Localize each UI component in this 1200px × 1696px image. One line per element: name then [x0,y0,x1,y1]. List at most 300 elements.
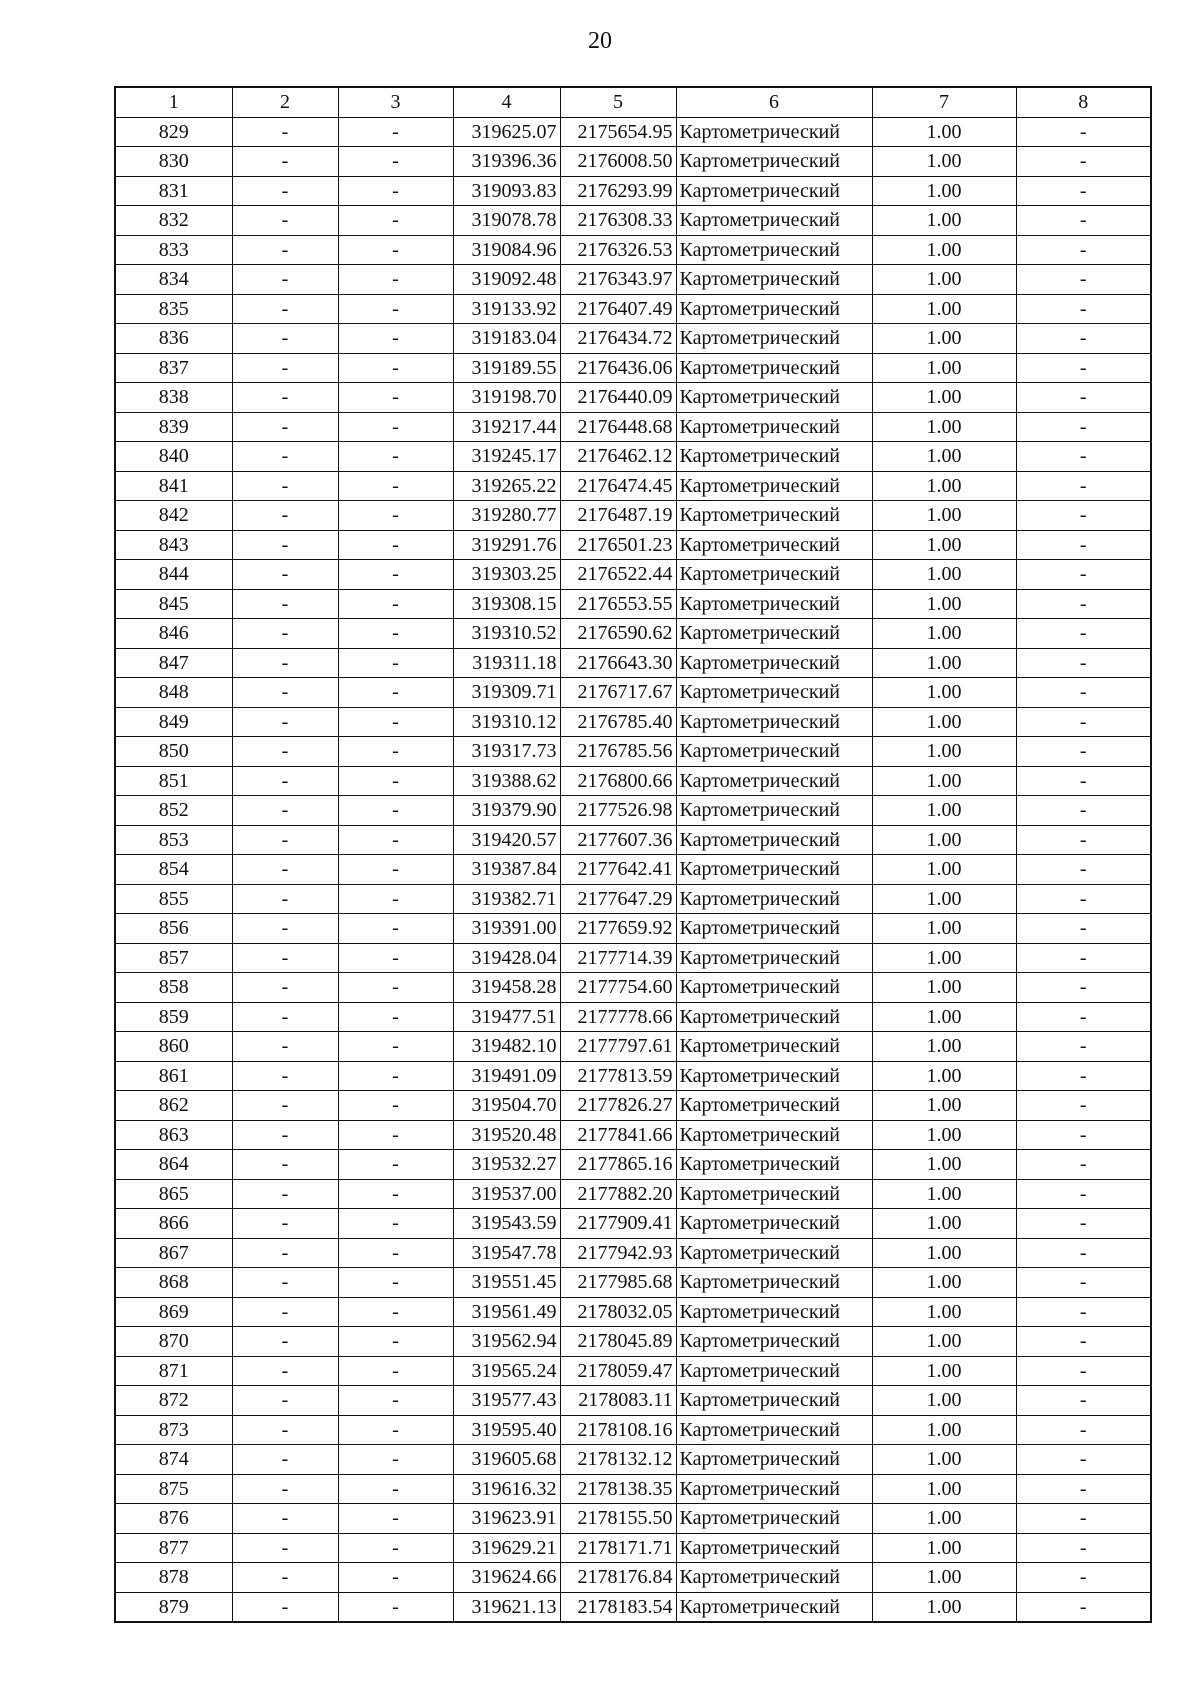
coord-y-cell: 2176553.55 [560,589,676,619]
col8-cell: - [1016,147,1151,177]
point-number-cell: 856 [115,914,232,944]
coord-y-cell: 2176448.68 [560,412,676,442]
table-row [115,471,1151,501]
table-row [115,1415,1151,1445]
accuracy-cell: 1.00 [872,147,1016,177]
col8-cell: - [1016,1061,1151,1091]
page-number: 20 [588,28,612,54]
method-cell: Картометрический [676,117,872,147]
col8-cell: - [1016,353,1151,383]
table-row [115,766,1151,796]
col8-cell: - [1016,678,1151,708]
table-row [115,1445,1151,1475]
col2-cell: - [232,619,338,649]
accuracy-cell: 1.00 [872,235,1016,265]
col8-cell: - [1016,471,1151,501]
point-number-cell: 838 [115,383,232,413]
coord-x-cell: 319311.18 [453,648,560,678]
accuracy-cell: 1.00 [872,1150,1016,1180]
table-row [115,265,1151,295]
coord-y-cell: 2177797.61 [560,1032,676,1062]
coord-x-cell: 319291.76 [453,530,560,560]
coord-y-cell: 2176522.44 [560,560,676,590]
method-cell: Картометрический [676,973,872,1003]
table-row [115,648,1151,678]
col3-cell: - [338,825,453,855]
method-cell: Картометрический [676,1120,872,1150]
col8-cell: - [1016,1563,1151,1593]
table-row [115,737,1151,767]
coord-x-cell: 319520.48 [453,1120,560,1150]
col2-cell: - [232,1474,338,1504]
col3-cell: - [338,265,453,295]
col8-cell: - [1016,973,1151,1003]
coord-x-cell: 319562.94 [453,1327,560,1357]
accuracy-cell: 1.00 [872,294,1016,324]
accuracy-cell: 1.00 [872,737,1016,767]
col8-cell: - [1016,1386,1151,1416]
col3-cell: - [338,1061,453,1091]
point-number-cell: 852 [115,796,232,826]
accuracy-cell: 1.00 [872,1327,1016,1357]
accuracy-cell: 1.00 [872,501,1016,531]
col8-cell: - [1016,943,1151,973]
method-cell: Картометрический [676,766,872,796]
col8-cell: - [1016,1032,1151,1062]
method-cell: Картометрический [676,1032,872,1062]
col2-cell: - [232,1061,338,1091]
accuracy-cell: 1.00 [872,1297,1016,1327]
col2-cell: - [232,383,338,413]
coord-y-cell: 2177714.39 [560,943,676,973]
method-cell: Картометрический [676,1533,872,1563]
coord-y-cell: 2176343.97 [560,265,676,295]
method-cell: Картометрический [676,383,872,413]
point-number-cell: 855 [115,884,232,914]
point-number-cell: 836 [115,324,232,354]
point-number-cell: 851 [115,766,232,796]
col8-cell: - [1016,1356,1151,1386]
coord-y-cell: 2177813.59 [560,1061,676,1091]
table-row [115,1150,1151,1180]
table-row [115,1533,1151,1563]
point-number-cell: 862 [115,1091,232,1121]
col2-cell: - [232,1386,338,1416]
coord-y-cell: 2178059.47 [560,1356,676,1386]
method-cell: Картометрический [676,1179,872,1209]
table-row [115,678,1151,708]
accuracy-cell: 1.00 [872,206,1016,236]
col8-cell: - [1016,1120,1151,1150]
coord-x-cell: 319310.52 [453,619,560,649]
accuracy-cell: 1.00 [872,973,1016,1003]
coord-x-cell: 319595.40 [453,1415,560,1445]
accuracy-cell: 1.00 [872,1120,1016,1150]
method-cell: Картометрический [676,796,872,826]
method-cell: Картометрический [676,1327,872,1357]
col8-cell: - [1016,796,1151,826]
point-number-cell: 861 [115,1061,232,1091]
col3-cell: - [338,914,453,944]
method-cell: Картометрический [676,1474,872,1504]
col3-cell: - [338,117,453,147]
table-row [115,117,1151,147]
column-header-6: 6 [676,87,872,117]
method-cell: Картометрический [676,324,872,354]
method-cell: Картометрический [676,147,872,177]
coord-y-cell: 2176501.23 [560,530,676,560]
col3-cell: - [338,1179,453,1209]
col3-cell: - [338,737,453,767]
col3-cell: - [338,383,453,413]
coord-y-cell: 2178132.12 [560,1445,676,1475]
method-cell: Картометрический [676,206,872,236]
accuracy-cell: 1.00 [872,589,1016,619]
point-number-cell: 848 [115,678,232,708]
point-number-cell: 835 [115,294,232,324]
table-row [115,943,1151,973]
accuracy-cell: 1.00 [872,1533,1016,1563]
coord-y-cell: 2176008.50 [560,147,676,177]
col8-cell: - [1016,1209,1151,1239]
col8-cell: - [1016,1238,1151,1268]
col8-cell: - [1016,1327,1151,1357]
coord-x-cell: 319458.28 [453,973,560,1003]
table-row [115,501,1151,531]
table-row [115,1327,1151,1357]
coord-x-cell: 319084.96 [453,235,560,265]
coord-y-cell: 2177826.27 [560,1091,676,1121]
col2-cell: - [232,943,338,973]
method-cell: Картометрический [676,1297,872,1327]
col2-cell: - [232,1209,338,1239]
coord-x-cell: 319189.55 [453,353,560,383]
coord-y-cell: 2178155.50 [560,1504,676,1534]
col3-cell: - [338,471,453,501]
col8-cell: - [1016,1091,1151,1121]
accuracy-cell: 1.00 [872,1592,1016,1622]
point-number-cell: 871 [115,1356,232,1386]
col8-cell: - [1016,1445,1151,1475]
col3-cell: - [338,560,453,590]
col3-cell: - [338,707,453,737]
col8-cell: - [1016,294,1151,324]
table-row [115,1179,1151,1209]
coord-y-cell: 2177754.60 [560,973,676,1003]
table-row [115,147,1151,177]
coord-x-cell: 319420.57 [453,825,560,855]
col8-cell: - [1016,1150,1151,1180]
col3-cell: - [338,1474,453,1504]
col2-cell: - [232,589,338,619]
method-cell: Картометрический [676,589,872,619]
coord-x-cell: 319623.91 [453,1504,560,1534]
method-cell: Картометрический [676,412,872,442]
col3-cell: - [338,884,453,914]
coord-y-cell: 2178045.89 [560,1327,676,1357]
col3-cell: - [338,943,453,973]
col3-cell: - [338,1297,453,1327]
method-cell: Картометрический [676,678,872,708]
point-number-cell: 878 [115,1563,232,1593]
method-cell: Картометрический [676,648,872,678]
col3-cell: - [338,353,453,383]
table-row [115,1386,1151,1416]
col3-cell: - [338,1268,453,1298]
coord-x-cell: 319565.24 [453,1356,560,1386]
coord-x-cell: 319491.09 [453,1061,560,1091]
table-row [115,796,1151,826]
col8-cell: - [1016,707,1151,737]
coord-x-cell: 319078.78 [453,206,560,236]
coord-x-cell: 319092.48 [453,265,560,295]
col8-cell: - [1016,560,1151,590]
col8-cell: - [1016,884,1151,914]
table-row [115,560,1151,590]
coord-x-cell: 319532.27 [453,1150,560,1180]
method-cell: Картометрический [676,1504,872,1534]
table-row [115,1268,1151,1298]
point-number-cell: 877 [115,1533,232,1563]
method-cell: Картометрический [676,619,872,649]
col2-cell: - [232,353,338,383]
accuracy-cell: 1.00 [872,1356,1016,1386]
table-row [115,1061,1151,1091]
coord-x-cell: 319198.70 [453,383,560,413]
coord-y-cell: 2178171.71 [560,1533,676,1563]
col8-cell: - [1016,501,1151,531]
col2-cell: - [232,884,338,914]
col3-cell: - [338,1504,453,1534]
col3-cell: - [338,1386,453,1416]
col2-cell: - [232,147,338,177]
col3-cell: - [338,147,453,177]
table-row [115,176,1151,206]
method-cell: Картометрический [676,1415,872,1445]
coord-y-cell: 2177778.66 [560,1002,676,1032]
table-row [115,235,1151,265]
table-row [115,1592,1151,1622]
column-header-5: 5 [560,87,676,117]
col2-cell: - [232,1592,338,1622]
coord-x-cell: 319280.77 [453,501,560,531]
coord-y-cell: 2176717.67 [560,678,676,708]
method-cell: Картометрический [676,1592,872,1622]
col2-cell: - [232,294,338,324]
table-row [115,1032,1151,1062]
column-header-2: 2 [232,87,338,117]
point-number-cell: 858 [115,973,232,1003]
coord-x-cell: 319605.68 [453,1445,560,1475]
method-cell: Картометрический [676,1150,872,1180]
method-cell: Картометрический [676,825,872,855]
coord-x-cell: 319561.49 [453,1297,560,1327]
col2-cell: - [232,648,338,678]
table-row [115,412,1151,442]
col8-cell: - [1016,766,1151,796]
method-cell: Картометрический [676,1386,872,1416]
coord-y-cell: 2177526.98 [560,796,676,826]
col2-cell: - [232,1179,338,1209]
coord-y-cell: 2178108.16 [560,1415,676,1445]
col8-cell: - [1016,412,1151,442]
col2-cell: - [232,1150,338,1180]
accuracy-cell: 1.00 [872,1415,1016,1445]
col2-cell: - [232,766,338,796]
method-cell: Картометрический [676,294,872,324]
table-row [115,707,1151,737]
coord-y-cell: 2177607.36 [560,825,676,855]
col2-cell: - [232,117,338,147]
col2-cell: - [232,501,338,531]
col3-cell: - [338,1120,453,1150]
coord-x-cell: 319310.12 [453,707,560,737]
accuracy-cell: 1.00 [872,766,1016,796]
column-header-7: 7 [872,87,1016,117]
col8-cell: - [1016,914,1151,944]
accuracy-cell: 1.00 [872,412,1016,442]
method-cell: Картометрический [676,1445,872,1475]
col3-cell: - [338,1533,453,1563]
coord-y-cell: 2177909.41 [560,1209,676,1239]
table-row [115,1474,1151,1504]
col3-cell: - [338,766,453,796]
accuracy-cell: 1.00 [872,117,1016,147]
col8-cell: - [1016,1592,1151,1622]
method-cell: Картометрический [676,855,872,885]
point-number-cell: 840 [115,442,232,472]
table-header-row [115,87,1151,117]
point-number-cell: 854 [115,855,232,885]
coord-x-cell: 319543.59 [453,1209,560,1239]
coord-y-cell: 2176407.49 [560,294,676,324]
coord-y-cell: 2178138.35 [560,1474,676,1504]
col8-cell: - [1016,235,1151,265]
point-number-cell: 829 [115,117,232,147]
method-cell: Картометрический [676,560,872,590]
col8-cell: - [1016,1474,1151,1504]
col2-cell: - [232,1268,338,1298]
coord-x-cell: 319396.36 [453,147,560,177]
method-cell: Картометрический [676,353,872,383]
col3-cell: - [338,1238,453,1268]
coord-x-cell: 319577.43 [453,1386,560,1416]
col3-cell: - [338,530,453,560]
col2-cell: - [232,530,338,560]
table-row [115,324,1151,354]
col3-cell: - [338,1209,453,1239]
col3-cell: - [338,1032,453,1062]
coord-x-cell: 319624.66 [453,1563,560,1593]
coord-y-cell: 2177985.68 [560,1268,676,1298]
col3-cell: - [338,412,453,442]
table-row [115,884,1151,914]
col3-cell: - [338,1563,453,1593]
coord-x-cell: 319537.00 [453,1179,560,1209]
table-row [115,1563,1151,1593]
col8-cell: - [1016,855,1151,885]
col3-cell: - [338,501,453,531]
coord-y-cell: 2176590.62 [560,619,676,649]
col3-cell: - [338,796,453,826]
method-cell: Картометрический [676,707,872,737]
accuracy-cell: 1.00 [872,1209,1016,1239]
accuracy-cell: 1.00 [872,825,1016,855]
table-row [115,1504,1151,1534]
method-cell: Картометрический [676,884,872,914]
method-cell: Картометрический [676,1002,872,1032]
coord-x-cell: 319379.90 [453,796,560,826]
col2-cell: - [232,265,338,295]
coord-x-cell: 319265.22 [453,471,560,501]
col8-cell: - [1016,1179,1151,1209]
coord-y-cell: 2177659.92 [560,914,676,944]
coord-x-cell: 319629.21 [453,1533,560,1563]
coord-y-cell: 2176785.56 [560,737,676,767]
coord-x-cell: 319388.62 [453,766,560,796]
col2-cell: - [232,1238,338,1268]
point-number-cell: 847 [115,648,232,678]
point-number-cell: 850 [115,737,232,767]
accuracy-cell: 1.00 [872,1179,1016,1209]
col2-cell: - [232,1563,338,1593]
col2-cell: - [232,707,338,737]
col3-cell: - [338,973,453,1003]
coord-x-cell: 319477.51 [453,1002,560,1032]
method-cell: Картометрический [676,737,872,767]
col2-cell: - [232,206,338,236]
col2-cell: - [232,324,338,354]
accuracy-cell: 1.00 [872,1002,1016,1032]
accuracy-cell: 1.00 [872,1268,1016,1298]
col2-cell: - [232,176,338,206]
table-row [115,619,1151,649]
accuracy-cell: 1.00 [872,619,1016,649]
table-row [115,1356,1151,1386]
coord-y-cell: 2176293.99 [560,176,676,206]
table-row [115,973,1151,1003]
coord-y-cell: 2178183.54 [560,1592,676,1622]
col2-cell: - [232,471,338,501]
coord-x-cell: 319551.45 [453,1268,560,1298]
point-number-cell: 841 [115,471,232,501]
col8-cell: - [1016,1268,1151,1298]
coord-x-cell: 319621.13 [453,1592,560,1622]
point-number-cell: 869 [115,1297,232,1327]
method-cell: Картометрический [676,1209,872,1239]
table-row [115,206,1151,236]
accuracy-cell: 1.00 [872,1238,1016,1268]
coord-y-cell: 2177865.16 [560,1150,676,1180]
col3-cell: - [338,855,453,885]
col8-cell: - [1016,737,1151,767]
point-number-cell: 853 [115,825,232,855]
col2-cell: - [232,1445,338,1475]
col3-cell: - [338,648,453,678]
accuracy-cell: 1.00 [872,914,1016,944]
col2-cell: - [232,855,338,885]
accuracy-cell: 1.00 [872,442,1016,472]
coordinates-table [114,86,1152,1623]
col2-cell: - [232,914,338,944]
table-row [115,442,1151,472]
point-number-cell: 833 [115,235,232,265]
coord-x-cell: 319183.04 [453,324,560,354]
table-row [115,1002,1151,1032]
point-number-cell: 832 [115,206,232,236]
accuracy-cell: 1.00 [872,265,1016,295]
method-cell: Картометрический [676,530,872,560]
